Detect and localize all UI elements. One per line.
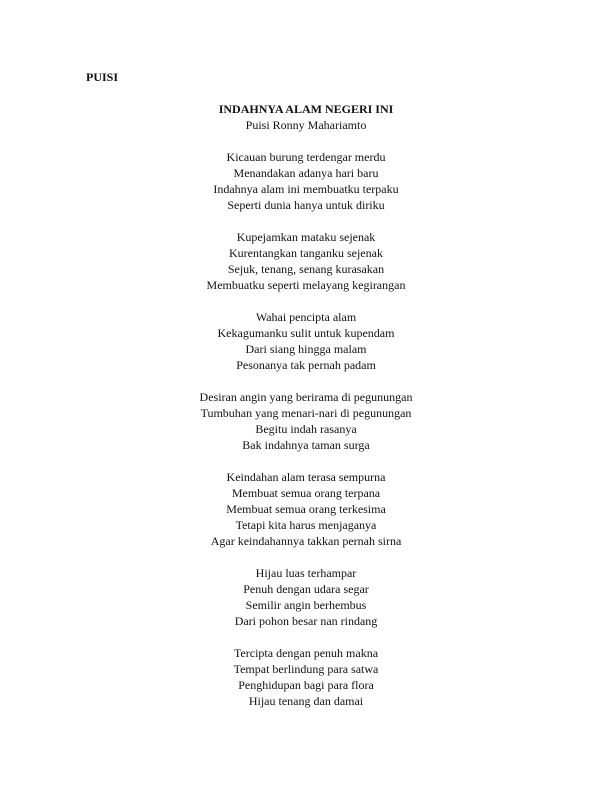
section-heading: PUISI: [86, 70, 119, 84]
poem-line: Kupejamkan mataku sejenak: [236, 230, 376, 244]
poem-line: Begitu indah rasanya: [255, 422, 357, 436]
poem-line: Tercipta dengan penuh makna: [233, 646, 379, 660]
poem-line: Kurentangkan tanganku sejenak: [229, 246, 383, 260]
poem-stanza: [0, 565, 612, 629]
poem-line: Keindahan alam terasa sempurna: [226, 470, 386, 484]
poem: [0, 101, 612, 709]
poem-stanzas: [0, 149, 612, 709]
poem-line: Wahai pencipta alam: [255, 310, 357, 324]
poem-line: Sejuk, tenang, senang kurasakan: [227, 262, 385, 276]
poem-author: Puisi Ronny Mahariamto: [245, 118, 367, 132]
poem-line: Pesonanya tak pernah padam: [236, 358, 376, 372]
poem-line: Kicauan burung terdengar merdu: [226, 150, 386, 164]
poem-line: Membuat semua orang terkesima: [226, 502, 386, 516]
poem-stanza: [0, 469, 612, 549]
poem-line: Hijau tenang dan damai: [248, 694, 364, 708]
poem-line: Seperti dunia hanya untuk diriku: [227, 198, 385, 212]
poem-line: Hijau luas terhampar: [255, 566, 357, 580]
poem-stanza: [0, 309, 612, 373]
poem-line: Menandakan adanya hari baru: [233, 166, 379, 180]
poem-line: Bak indahnya taman surga: [242, 438, 370, 452]
poem-line: Desiran angin yang berirama di pegunungan: [199, 390, 413, 404]
poem-line: Agar keindahannya takkan pernah sirna: [210, 534, 402, 548]
poem-line: Penuh dengan udara segar: [243, 582, 369, 596]
poem-line: Dari pohon besar nan rindang: [234, 614, 378, 628]
poem-line: Indahnya alam ini membuatku terpaku: [213, 182, 399, 196]
poem-line: Tempat berlindung para satwa: [233, 662, 379, 676]
poem-stanza: [0, 389, 612, 453]
poem-line: Tumbuhan yang menari-nari di pegunungan: [200, 406, 412, 420]
poem-line: Tetapi kita harus menjaganya: [235, 518, 377, 532]
poem-line: Dari siang hingga malam: [245, 342, 367, 356]
poem-stanza: [0, 645, 612, 709]
poem-line: Membuatku seperti melayang kegirangan: [206, 278, 406, 292]
poem-line: Kekagumanku sulit untuk kupendam: [217, 326, 395, 340]
poem-line: Membuat semua orang terpana: [231, 486, 381, 500]
poem-stanza: [0, 149, 612, 213]
poem-title: INDAHNYA ALAM NEGERI INI: [218, 102, 394, 116]
poem-stanza: [0, 229, 612, 293]
poem-line: Semilir angin berhembus: [245, 598, 367, 612]
poem-line: Penghidupan bagi para flora: [238, 678, 374, 692]
